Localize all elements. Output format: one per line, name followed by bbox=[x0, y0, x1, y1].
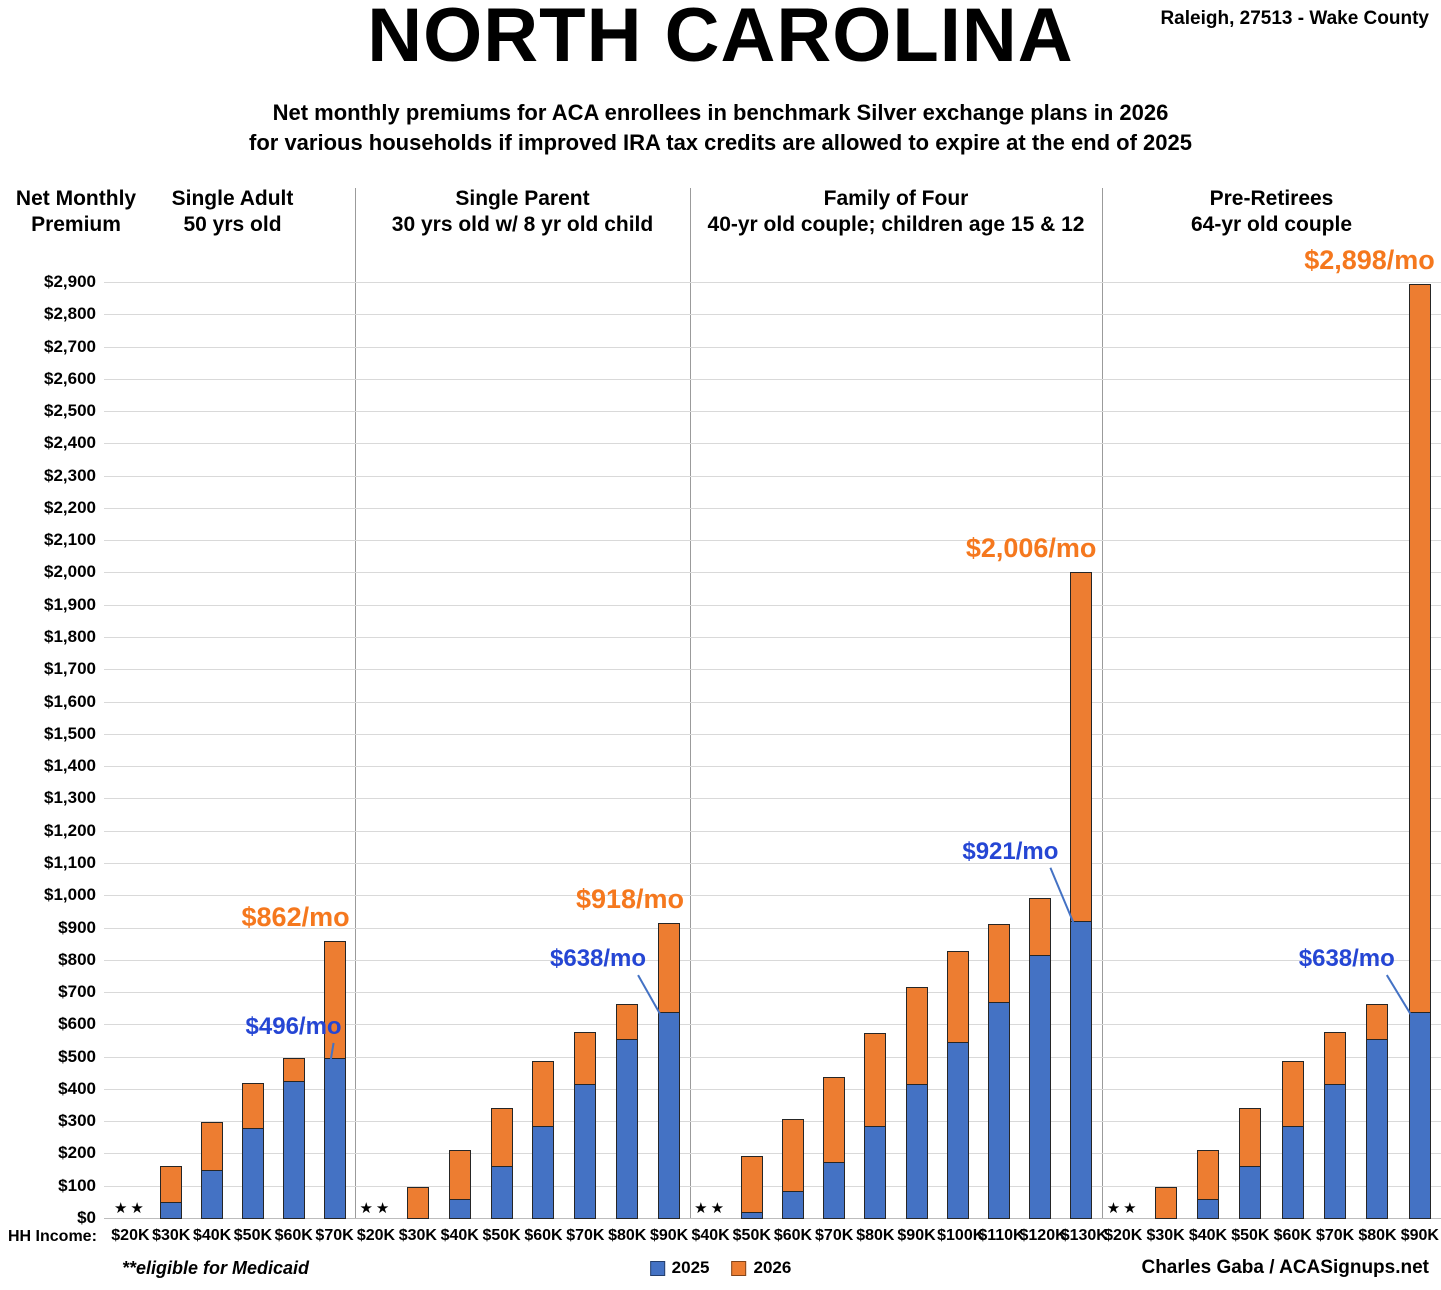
bar-2025-segment bbox=[658, 1013, 680, 1219]
x-axis-tick-labels bbox=[110, 1224, 1441, 1250]
chart-panel bbox=[355, 255, 690, 1219]
annotation-2026: $918/mo bbox=[575, 883, 685, 914]
bar-2025-segment bbox=[1282, 1127, 1304, 1219]
y-tick-label: $2,300 bbox=[44, 465, 96, 485]
stacked-bar bbox=[1239, 1108, 1261, 1219]
bar-2025-segment bbox=[574, 1085, 596, 1219]
y-tick-label: $2,800 bbox=[44, 304, 96, 324]
bar-2025-segment bbox=[283, 1082, 305, 1219]
y-tick-label: $2,700 bbox=[44, 336, 96, 356]
y-tick-label: $1,800 bbox=[44, 627, 96, 647]
bar-cell bbox=[314, 255, 355, 1219]
bar-cell bbox=[564, 255, 606, 1219]
stacked-bar bbox=[407, 1187, 429, 1219]
x-tick-label: $50K bbox=[1231, 1227, 1270, 1244]
y-tick-label: $2,100 bbox=[44, 530, 96, 550]
legend-item bbox=[732, 1258, 792, 1278]
y-tick-label: $1,700 bbox=[44, 659, 96, 679]
bar-cell bbox=[855, 255, 896, 1219]
bar-2026-segment bbox=[947, 951, 969, 1043]
y-tick-label: $2,500 bbox=[44, 401, 96, 421]
bar-cell bbox=[273, 255, 314, 1219]
medicaid-eligible-marker: ★★ bbox=[113, 1200, 147, 1217]
legend-label: 2026 bbox=[753, 1258, 792, 1277]
bar-cell bbox=[439, 255, 481, 1219]
y-tick-label: $1,300 bbox=[44, 788, 96, 808]
bar-2026-segment bbox=[1282, 1061, 1304, 1127]
x-tick-label: $50K bbox=[732, 1227, 771, 1244]
bar-2025-segment bbox=[1197, 1200, 1219, 1219]
y-axis-title: Net Monthly Premium bbox=[15, 187, 137, 236]
stacked-bar bbox=[741, 1156, 763, 1219]
stacked-bar bbox=[242, 1083, 264, 1219]
bar-cell bbox=[232, 255, 273, 1219]
bar-2026-segment bbox=[491, 1108, 513, 1168]
bar-2026-segment bbox=[988, 924, 1010, 1003]
bar-2026-segment bbox=[1409, 284, 1431, 1013]
bar-cell bbox=[1314, 255, 1356, 1219]
y-tick-label: $800 bbox=[58, 949, 96, 969]
bar-2026-segment bbox=[864, 1033, 886, 1127]
bar-cell bbox=[1144, 255, 1186, 1219]
x-tick-label: $90K bbox=[1400, 1227, 1439, 1244]
legend-item bbox=[650, 1258, 710, 1278]
bar-2026-segment bbox=[283, 1058, 305, 1082]
bar-cell bbox=[1229, 255, 1271, 1219]
x-tick-label: $70K bbox=[1315, 1227, 1355, 1244]
bar-2025-segment bbox=[324, 1059, 346, 1219]
x-tick-label: $120K bbox=[1019, 1227, 1067, 1244]
bar-2026-segment bbox=[741, 1156, 763, 1212]
bar-2025-segment bbox=[532, 1127, 554, 1219]
bar-2026-segment bbox=[160, 1166, 182, 1203]
bar-2025-segment bbox=[782, 1192, 804, 1219]
bar-cell bbox=[690, 255, 731, 1219]
stacked-bar bbox=[782, 1119, 804, 1219]
y-tick-label: $1,000 bbox=[44, 885, 96, 905]
bar-cell bbox=[481, 255, 523, 1219]
stacked-bar bbox=[449, 1150, 471, 1219]
y-tick-label: $500 bbox=[58, 1046, 96, 1066]
bar-cell bbox=[151, 255, 192, 1219]
bar-2025-segment bbox=[616, 1040, 638, 1219]
bar-2026-segment bbox=[324, 941, 346, 1059]
y-tick-label: $1,600 bbox=[44, 691, 96, 711]
bar-2026-segment bbox=[906, 987, 928, 1085]
x-tick-label: $40K bbox=[440, 1227, 479, 1244]
bar-cell bbox=[110, 255, 151, 1219]
x-tick-label: $30K bbox=[152, 1227, 191, 1244]
bar-2026-segment bbox=[242, 1083, 264, 1128]
bar-2026-segment bbox=[1029, 898, 1051, 956]
subtitle-line-2: for various households if improved IRA tax credits are allowed to expire at the end of 2025 bbox=[249, 130, 1192, 155]
y-axis-tick-labels bbox=[0, 255, 100, 1227]
y-tick-label: $2,200 bbox=[44, 497, 96, 517]
location-label: Raleigh, 27513 - Wake County bbox=[1160, 8, 1429, 29]
plot-area bbox=[110, 244, 1441, 1219]
annotation-2025: $921/mo bbox=[962, 837, 1059, 865]
subtitle-line-1: Net monthly premiums for ACA enrollees in benchmark Silver exchange plans in 2026 bbox=[272, 100, 1169, 125]
bar-2025-segment bbox=[201, 1171, 223, 1219]
bar-cell bbox=[1356, 255, 1398, 1219]
bar-2026-segment bbox=[1155, 1187, 1177, 1219]
bar-2025-segment bbox=[160, 1203, 182, 1219]
x-tick-label: $20K bbox=[111, 1227, 150, 1244]
stacked-bar bbox=[1282, 1061, 1304, 1219]
bar-2026-segment bbox=[532, 1061, 554, 1127]
stacked-bar bbox=[1366, 1004, 1388, 1219]
bar-2026-segment bbox=[1197, 1150, 1219, 1200]
x-tick-label: $80K bbox=[856, 1227, 895, 1244]
bar-cell bbox=[1272, 255, 1314, 1219]
bar-2025-segment bbox=[906, 1085, 928, 1219]
bar-cell bbox=[648, 255, 690, 1219]
bar-cell bbox=[937, 255, 978, 1219]
chart-panel bbox=[110, 255, 355, 1219]
y-tick-label: $1,200 bbox=[44, 820, 96, 840]
legend bbox=[650, 1258, 792, 1278]
medicaid-eligible-marker: ★★ bbox=[359, 1200, 393, 1217]
bar-cell bbox=[397, 255, 439, 1219]
stacked-bar bbox=[947, 951, 969, 1219]
bar-2026-segment bbox=[782, 1119, 804, 1192]
bar-cell bbox=[1061, 255, 1102, 1219]
y-tick-label: $1,900 bbox=[44, 594, 96, 614]
bar-2026-segment bbox=[658, 923, 680, 1013]
y-tick-label: $400 bbox=[58, 1078, 96, 1098]
y-tick-label: $1,400 bbox=[44, 756, 96, 776]
bar-2025-segment bbox=[1324, 1085, 1346, 1219]
x-tick-label: $80K bbox=[608, 1227, 647, 1244]
y-tick-label: $1,100 bbox=[44, 852, 96, 872]
chart-title: NORTH CAROLINA bbox=[367, 0, 1074, 78]
x-tick-label: $60K bbox=[274, 1227, 313, 1244]
x-tick-label: $30K bbox=[1146, 1227, 1185, 1244]
stacked-bar bbox=[864, 1033, 886, 1219]
bar-cell bbox=[192, 255, 233, 1219]
x-tick-label: $110K bbox=[978, 1227, 1025, 1244]
stacked-bar bbox=[574, 1032, 596, 1219]
bar-cell bbox=[1187, 255, 1229, 1219]
bar-2025-segment bbox=[988, 1003, 1010, 1219]
bar-2025-segment bbox=[242, 1129, 264, 1219]
stacked-bar bbox=[658, 923, 680, 1219]
annotation-2025: $496/mo bbox=[245, 1012, 342, 1040]
annotation-2025: $638/mo bbox=[1298, 945, 1395, 973]
x-tick-label: $20K bbox=[1104, 1227, 1143, 1244]
bar-cell bbox=[814, 255, 855, 1219]
bar-cell bbox=[355, 255, 397, 1219]
stacked-bar bbox=[1197, 1150, 1219, 1219]
y-tick-label: $1,500 bbox=[44, 723, 96, 743]
y-tick-label: $200 bbox=[58, 1143, 96, 1163]
annotation-2026: $862/mo bbox=[241, 901, 350, 932]
x-tick-label: $100K bbox=[937, 1227, 985, 1244]
bar-2026-segment bbox=[407, 1187, 429, 1219]
y-tick-label: $900 bbox=[58, 917, 96, 937]
y-tick-label: $0 bbox=[77, 1208, 96, 1227]
bar-2026-segment bbox=[823, 1077, 845, 1163]
annotation-2026: $2,006/mo bbox=[965, 532, 1097, 563]
bar-2026-segment bbox=[574, 1032, 596, 1085]
x-tick-label: $130K bbox=[1060, 1227, 1108, 1244]
chart-panel bbox=[1102, 255, 1441, 1219]
legend-swatch-icon bbox=[732, 1261, 747, 1276]
stacked-bar bbox=[283, 1058, 305, 1219]
y-tick-label: $600 bbox=[58, 1014, 96, 1034]
bar-2025-segment bbox=[864, 1127, 886, 1219]
stacked-bar bbox=[906, 987, 928, 1219]
x-tick-panel bbox=[110, 1224, 355, 1248]
stacked-bar bbox=[324, 941, 346, 1219]
panel-header: Pre-Retirees 64-yr old couple bbox=[1190, 187, 1353, 236]
x-tick-label: $70K bbox=[815, 1227, 854, 1244]
x-tick-label: $40K bbox=[192, 1227, 232, 1244]
panel-header: Single Parent 30 yrs old w/ 8 yr old child bbox=[391, 187, 654, 236]
x-tick-label: $80K bbox=[1358, 1227, 1397, 1244]
stacked-bar bbox=[1324, 1032, 1346, 1219]
bar-2025-segment bbox=[449, 1200, 471, 1219]
bar-2026-segment bbox=[1366, 1004, 1388, 1040]
bar-2026-segment bbox=[1239, 1108, 1261, 1168]
bar-cell bbox=[523, 255, 565, 1219]
bar-cell bbox=[1399, 255, 1441, 1219]
x-tick-label: $90K bbox=[897, 1227, 936, 1244]
bar-2025-segment bbox=[741, 1213, 763, 1219]
bar-2025-segment bbox=[1070, 922, 1092, 1219]
attribution: Charles Gaba / ACASignups.net bbox=[1141, 1257, 1429, 1278]
bar-2025-segment bbox=[1239, 1167, 1261, 1219]
bar-2025-segment bbox=[491, 1167, 513, 1219]
x-axis-title: HH Income: bbox=[8, 1228, 97, 1245]
x-tick-label: $70K bbox=[566, 1227, 605, 1244]
bar-2026-segment bbox=[1070, 572, 1092, 922]
bar-2026-segment bbox=[201, 1122, 223, 1170]
panel-header: Family of Four 40-yr old couple; children age 15 & 12 bbox=[707, 187, 1085, 236]
y-tick-label: $2,900 bbox=[44, 272, 96, 291]
x-tick-label: $70K bbox=[315, 1227, 354, 1244]
bar-2026-segment bbox=[449, 1150, 471, 1200]
y-tick-label: $2,000 bbox=[44, 562, 96, 582]
y-tick-label: $700 bbox=[58, 982, 96, 1002]
stacked-bar bbox=[201, 1122, 223, 1219]
x-tick-label: $20K bbox=[356, 1227, 396, 1244]
stacked-bar bbox=[988, 924, 1010, 1219]
annotation-2026: $2,898/mo bbox=[1304, 244, 1435, 275]
bar-2025-segment bbox=[1029, 956, 1051, 1219]
x-tick-panel bbox=[355, 1224, 690, 1248]
panel-header: Single Adult 50 yrs old bbox=[171, 187, 294, 236]
medicaid-eligible-marker: ★★ bbox=[1106, 1200, 1140, 1217]
bar-cell bbox=[1020, 255, 1061, 1219]
y-tick-label: $300 bbox=[58, 1111, 96, 1131]
x-tick-label: $40K bbox=[1188, 1227, 1228, 1244]
bar-cell bbox=[731, 255, 772, 1219]
medicaid-footnote: **eligible for Medicaid bbox=[122, 1258, 310, 1278]
x-tick-label: $50K bbox=[233, 1227, 273, 1244]
bar-cell bbox=[1102, 255, 1144, 1219]
stacked-bar bbox=[616, 1004, 638, 1219]
stacked-bar bbox=[823, 1077, 845, 1219]
x-tick-panel bbox=[690, 1224, 1108, 1248]
bar-2026-segment bbox=[616, 1004, 638, 1040]
chart-panel bbox=[690, 255, 1102, 1219]
bar-cell bbox=[606, 255, 648, 1219]
bar-2025-segment bbox=[823, 1163, 845, 1219]
x-tick-panel bbox=[1102, 1224, 1441, 1248]
stacked-bar bbox=[1029, 898, 1051, 1219]
bar-2025-segment bbox=[1366, 1040, 1388, 1219]
stacked-bar bbox=[1409, 284, 1431, 1219]
chart-subtitle bbox=[0, 98, 1441, 158]
legend-swatch-icon bbox=[650, 1261, 665, 1276]
stacked-bar bbox=[1070, 572, 1092, 1219]
stacked-bar bbox=[160, 1166, 182, 1219]
y-tick-label: $2,400 bbox=[44, 433, 96, 453]
bar-cell bbox=[772, 255, 813, 1219]
legend-label: 2025 bbox=[671, 1258, 710, 1277]
bar-2025-segment bbox=[1409, 1013, 1431, 1219]
stacked-bar bbox=[1155, 1187, 1177, 1219]
bar-cell bbox=[978, 255, 1019, 1219]
annotation-2025: $638/mo bbox=[550, 945, 647, 973]
x-tick-label: $50K bbox=[482, 1227, 521, 1244]
x-tick-label: $40K bbox=[691, 1227, 730, 1244]
x-tick-label: $30K bbox=[398, 1227, 437, 1244]
medicaid-eligible-marker: ★★ bbox=[694, 1200, 728, 1217]
y-tick-label: $100 bbox=[58, 1175, 96, 1195]
stacked-bar bbox=[532, 1061, 554, 1219]
bar-2026-segment bbox=[1324, 1032, 1346, 1085]
x-tick-label: $60K bbox=[524, 1227, 563, 1244]
x-tick-label: $60K bbox=[1273, 1227, 1312, 1244]
bar-cell bbox=[896, 255, 937, 1219]
bar-2025-segment bbox=[947, 1043, 969, 1219]
y-tick-label: $2,600 bbox=[44, 368, 96, 388]
x-tick-label: $60K bbox=[773, 1227, 813, 1244]
stacked-bar bbox=[491, 1108, 513, 1219]
x-tick-label: $90K bbox=[649, 1227, 689, 1244]
